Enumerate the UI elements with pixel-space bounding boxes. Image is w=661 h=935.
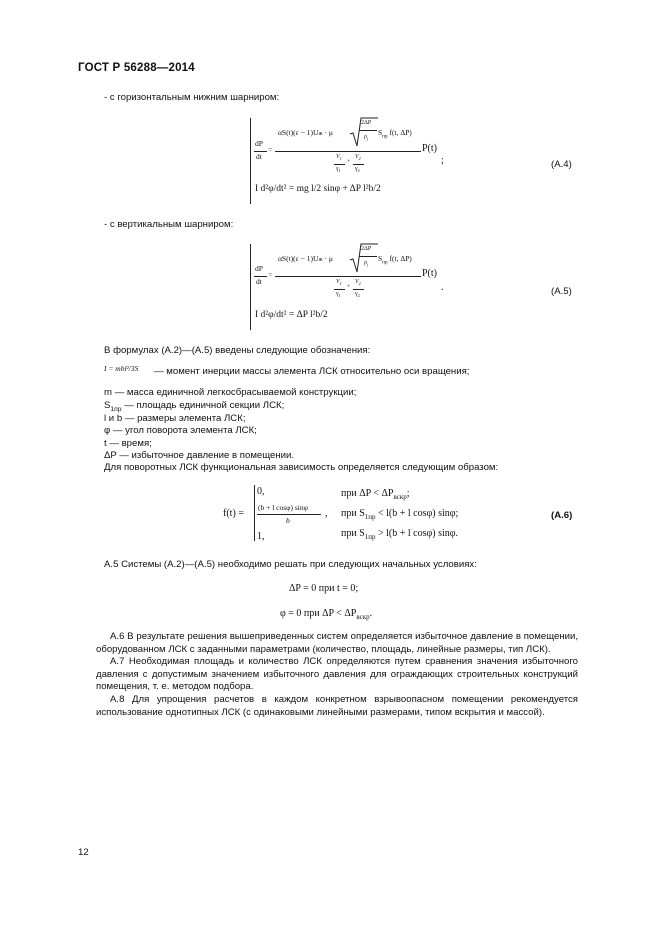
rotary-intro: Для поворотных ЛСК функциональная зависимость определяется следующим образом: [104, 462, 499, 473]
eq-a6-number: (А.6) [551, 510, 573, 521]
eq-a4-p-term: P(t) [422, 143, 437, 154]
eq-a4-second-line: I d²φ/dt² = mg l/2 sinφ + ΔP l²b/2 [255, 184, 381, 194]
a5-text: А.5 Системы (А.2)—(А.5) необходимо решать при следующих начальных условиях: [104, 559, 477, 570]
eq-a4-numerator: αS(t)(ε − 1)Uж · μ [278, 128, 333, 137]
initial-condition-1: ΔP = 0 при t = 0; [289, 583, 359, 594]
eq-a4-lhs-bottom: dt [256, 152, 262, 161]
eq-a6-case2-cond: при $S_{1пр} < l(b + l$ cosφ) sinφ; [341, 508, 459, 521]
eq-a5-main-fracline [275, 276, 421, 277]
eq-a5-brace [250, 244, 251, 330]
eq-a5-den-right-top: $V_2$ [355, 279, 361, 287]
eq-a5-lhs-top: dP [255, 264, 263, 273]
eq-a5-number: (А.5) [551, 286, 572, 297]
eq-a4-s-term: $S_{пр}$ f(t, ΔP) [378, 128, 412, 140]
definitions-intro: В формулах (А.2)—(А.5) введены следующие обозначения: [104, 345, 371, 356]
eq-a6-brace [254, 485, 255, 541]
eq-a5-numerator: αS(t)(ε − 1)Uж · μ [278, 254, 333, 263]
paragraph-a8: А.8 Для упрощения расчетов в каждом конкретном взрывоопасном помещении рекомендуется использование однотипных ЛСК (с одинаковыми линейными размерами, типом вскрытия и массой). [96, 694, 578, 718]
intro-vertical: - с вертикальным шарниром: [104, 219, 234, 230]
def-m: m — масса единичной легкосбрасываемой конструкции; [104, 387, 357, 398]
paragraph-a6: А.6 В результате решения вышеприведенных систем определяется избыточное давление в помещении, оборудованном ЛСК с заданными параметрами (количество, площадь, линейные размеры, тип ЛСК). [96, 631, 578, 655]
def-t: t — время; [104, 438, 152, 449]
eq-a6-case2-num: (b + l cosφ) sinφ [258, 503, 308, 512]
eq-a4-main-fracline [275, 151, 421, 152]
eq-a5-den-left-bottom: $\gamma_1$ [336, 291, 341, 299]
eq-a5-end-punct: . [441, 282, 444, 293]
document-page: ГОСТ Р 56288—2014 - с горизонтальным нижним шарниром: dP dt = αS(t)(ε − 1)Uж · μ 2ΔP $\rho_j$ $S_{пр}$ f(t, ΔP) $V_1$ $\gamma_1$ + $V_2$ $\gamma_2$ P(t) ; I d²φ/dt² = mg l/2 sinφ + ΔP l²b/2 (А.4) - с вертикальным шарниром: dP dt = αS(t)(ε − 1)Uж · μ 2ΔP $\rho_j$ $S_{пр}$ f(t, ΔP) $V_1$ $\gamma_1$ + $V_2$ $\gamma_2$ P(t) . I d²φ/dt² = ΔP l²b/2 (А.5) В формулах (А.2)—(А.5) введены следующие обозначения: I = mbl²/3S — момент инерции массы элемента ЛСК относительно оси вращения; m — масса единичной легкосбрасываемой конструкции; $S_{1пр}$ — площадь единичной секции ЛСК; l и b — размеры элемента ЛСК; φ — угол поворота элемента ЛСК; t — время; ΔP — избыточное давление в помещении. Для поворотных ЛСК функциональная зависимость определяется следующим образом: f(t) = 0, при $\Delta P < \Delta P_{вскр}$; (b + l cosφ) sinφ b , при $S_{1пр} < l(b + l$ cosφ) sinφ; 1, при $S_{1пр} > l(b + l$ cosφ) sinφ. (А.6) А.5 Системы (А.2)—(А.5) необходимо решать при следующих начальных условиях: ΔP = 0 при t = 0; φ = 0 при $\Delta P < \Delta P_{вскр}$. А.6 В результате решения вышеприведенных систем определяется избыточное давление в помещении, оборудованном ЛСК с заданными параметрами (количество, площадь, линейные размеры, тип ЛСК). А.7 Необходимая площадь и количество ЛСК определяются путем сравнения значения избыточного давления с допустимым значением избыточного давления для ограждающих строительных конструкций помещения, т. е. методом подбора. А.8 Для упрощения расчетов в каждом конкретном взрывоопасном помещении рекомендуется использование однотипных ЛСК (с одинаковыми линейными размерами, типом вскрытия и массой). 12 [78, 62, 578, 858]
eq-a6-case3-cond: при $S_{1пр} > l(b + l$ cosφ) sinφ. [341, 528, 459, 541]
eq-a5-s-term: $S_{пр}$ f(t, ΔP) [378, 254, 412, 266]
eq-a4-brace [250, 118, 251, 204]
eq-a6-case2-den: b [286, 516, 290, 525]
eq-a4-den-right-top: $V_2$ [355, 154, 361, 162]
inertia-formula: I = mbl²/3S [104, 364, 139, 373]
paragraph-a7: А.7 Необходимая площадь и количество ЛСК определяются путем сравнения значения избыточного давления с допустимым значением избыточного давления для ограждающих строительных конструкций помещения, т. е. методом подбора. [96, 656, 578, 692]
def-dp: ΔP — избыточное давление в помещении. [104, 450, 295, 461]
eq-a4-root-top: 2ΔP [361, 120, 372, 126]
eq-a4-den-left-top: $V_1$ [336, 154, 342, 162]
eq-a4-end-punct: ; [441, 155, 444, 166]
eq-a5-second-line: I d²φ/dt² = ΔP l²b/2 [255, 310, 328, 320]
eq-a5-p-term: P(t) [422, 268, 437, 279]
eq-a5-root-top: 2ΔP [361, 246, 372, 252]
inertia-desc: — момент инерции массы элемента ЛСК относительно оси вращения; [154, 366, 470, 377]
eq-a5-lhs-bottom: dt [256, 277, 262, 286]
eq-a5-den-right-bottom: $\gamma_2$ [355, 291, 360, 299]
def-lb: l и b — размеры элемента ЛСК; [104, 413, 246, 424]
eq-a6-case3-value: 1, [257, 531, 265, 542]
eq-a4-number: (А.4) [551, 159, 572, 170]
initial-condition-2: φ = 0 при $\Delta P < \Delta P_{вскр}$. [280, 608, 373, 621]
eq-a4-lhs-top: dP [255, 139, 263, 148]
page-number: 12 [78, 847, 89, 858]
def-s: $S_{1пр}$ — площадь единичной секции ЛСК; [104, 400, 285, 413]
eq-a6-case1-value: 0, [257, 486, 265, 497]
eq-a5-den-left-top: $V_1$ [336, 279, 342, 287]
eq-a5-root-bottom: $\rho_j$ [364, 260, 369, 268]
def-phi: φ — угол поворота элемента ЛСК; [104, 425, 257, 436]
eq-a6-lhs: f(t) = [223, 508, 244, 519]
eq-a6-case1-cond: при $\Delta P < \Delta P_{вскр}$; [341, 488, 410, 501]
intro-horizontal: - с горизонтальным нижним шарниром: [104, 92, 280, 103]
eq-a4-den-right-bottom: $\gamma_2$ [355, 166, 360, 174]
eq-a4-den-left-bottom: $\gamma_1$ [336, 166, 341, 174]
eq-a4-root-bottom: $\rho_j$ [364, 134, 369, 142]
page-header-title: ГОСТ Р 56288—2014 [78, 62, 195, 74]
